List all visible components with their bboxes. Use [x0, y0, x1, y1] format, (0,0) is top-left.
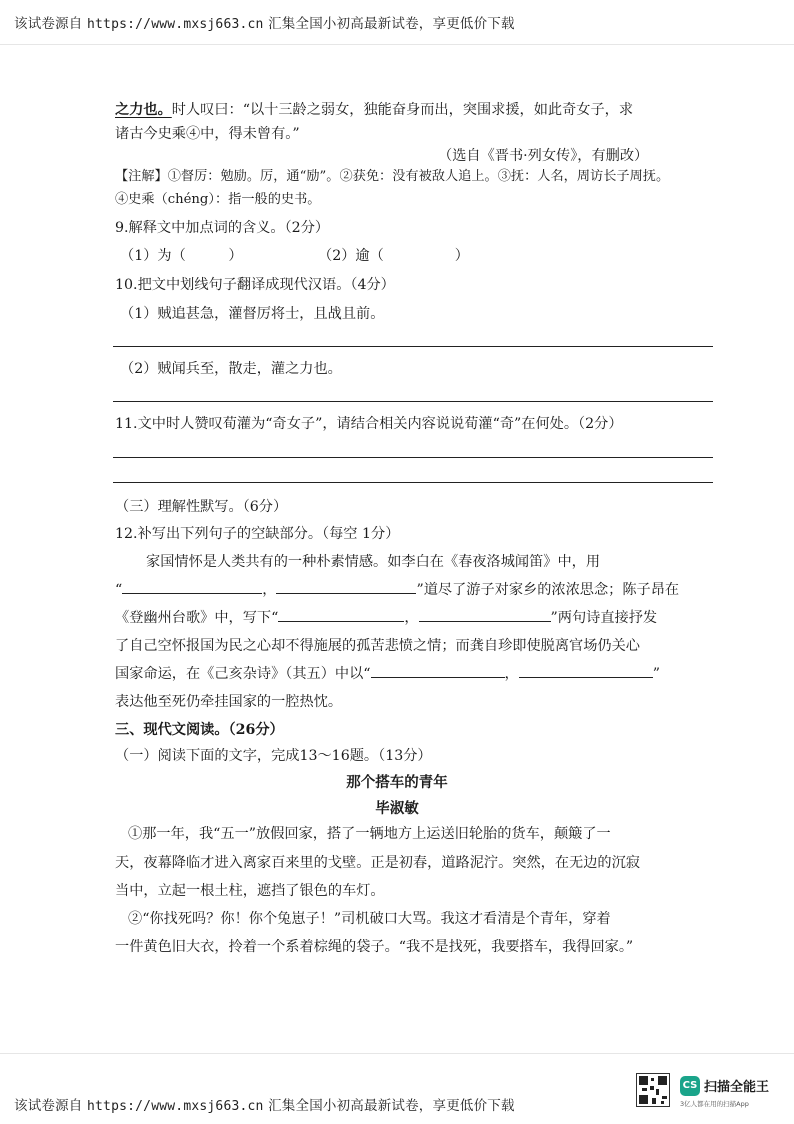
q12-para-line-6: 表达他至死仍牵挂国家的一腔热忱。: [115, 694, 343, 710]
notes-line-2: ④史乘（chéng）：指一般的史书。: [115, 192, 321, 207]
passage-line-2: 诸古今史乘④中，得未曾有。”: [115, 126, 300, 142]
q12-stem: 12.补写出下列句子的空缺部分。（每空 1分）: [115, 526, 400, 542]
article-para-2-line-1: ②“你找死吗？你！你个兔崽子！”司机破口大骂。我这才看清是个青年，穿着: [128, 911, 611, 927]
q9-stem: 9.解释文中加点词的含义。（2分）: [115, 220, 330, 236]
scan-edge-bottom: [0, 1053, 794, 1054]
q9-item-2: （2）逾（ ）: [318, 248, 469, 264]
q12-para-line-5: [115, 664, 660, 684]
source-url[interactable]: https://www.mxsj663.cn: [87, 17, 264, 32]
text: 国家命运，在《己亥杂诗》（其五）中以“: [115, 666, 371, 682]
underlined-phrase: 之力也。: [115, 102, 172, 118]
section-3-title: （三）理解性默写。（6分）: [115, 499, 288, 515]
qr-code-icon[interactable]: [636, 1073, 670, 1107]
comma: ，: [504, 666, 519, 682]
notes-line-1: 【注解】①督厉：勉励。厉，通“励”。②获免：没有被敌人追上。③抚：人名，周访长子周抚。: [115, 169, 670, 184]
q9-item-1: （1）为（ ）: [120, 248, 243, 264]
fill-blank[interactable]: [419, 608, 551, 622]
fill-blank[interactable]: [519, 664, 653, 678]
answer-line[interactable]: [113, 482, 713, 483]
passage-line-1: [115, 100, 633, 120]
scanner-app-tagline: 3亿人都在用的扫描App: [680, 1100, 749, 1108]
q12-para-line-2: [115, 580, 679, 600]
passage-text: 时人叹曰：“以十三龄之弱女，独能奋身而出，突围求援，如此奇女子，求: [171, 102, 634, 118]
answer-line[interactable]: [113, 401, 713, 402]
text: 《登幽州台歌》中，写下“: [115, 610, 279, 626]
scanner-brand: [636, 1073, 788, 1113]
fill-blank[interactable]: [276, 580, 416, 594]
quote-close: ”: [652, 666, 660, 682]
source-banner-top: [14, 12, 515, 32]
fill-blank[interactable]: [122, 580, 262, 594]
text: ”两句诗直接抒发: [550, 610, 658, 626]
source-url[interactable]: https://www.mxsj663.cn: [87, 1099, 264, 1114]
q12-para-line-1: 家国情怀是人类共有的一种朴素情感。如李白在《春夜洛城闻笛》中，用: [146, 554, 601, 570]
article-para-1-line-1: ①那一年，我“五一”放假回家，搭了一辆地方上运送旧轮胎的货车，颠簸了一: [128, 826, 611, 842]
q10-stem: 10.把文中划线句子翻译成现代汉语。（4分）: [115, 277, 395, 293]
comma: ，: [262, 582, 277, 598]
source-banner-bottom: [14, 1094, 515, 1114]
part-3-subtitle: （一）阅读下面的文字，完成13～16题。（13分）: [115, 748, 432, 764]
text: ”道尽了游子对家乡的浓浓思念；陈子昂在: [416, 582, 680, 598]
quote-open: “: [115, 582, 123, 598]
source-prefix: 该试卷源自: [14, 16, 83, 32]
fill-blank[interactable]: [278, 608, 404, 622]
article-para-1-line-2: 天，夜幕降临才进入离家百来里的戈壁。正是初春，道路泥泞。突然，在无边的沉寂: [115, 855, 640, 871]
scan-edge-top: [0, 44, 794, 45]
q12-para-line-3: [115, 608, 657, 628]
article-author: 毕淑敏: [375, 801, 419, 817]
part-3-title: 三、现代文阅读。（26分）: [115, 722, 284, 738]
scanner-app-name: 扫描全能王: [704, 1080, 770, 1095]
answer-line[interactable]: [113, 457, 713, 458]
source-suffix: 汇集全国小初高最新试卷，享更低价下载: [268, 1098, 515, 1114]
comma: ，: [404, 610, 419, 626]
source-prefix: 该试卷源自: [14, 1098, 83, 1114]
passage-source: （选自《晋书·列女传》，有删改）: [438, 148, 649, 164]
article-title: 那个搭车的青年: [346, 775, 448, 791]
source-suffix: 汇集全国小初高最新试卷，享更低价下载: [268, 16, 515, 32]
q12-para-line-4: 了自己空怀报国为民之心却不得施展的孤苦悲愤之情；而龚自珍即使脱离官场仍关心: [115, 638, 640, 654]
q10-sentence-2: （2）贼闻兵至，散走，灌之力也。: [120, 361, 342, 377]
answer-line[interactable]: [113, 346, 713, 347]
q11-stem: 11.文中时人赞叹荀灌为“奇女子”，请结合相关内容说说荀灌“奇”在何处。（2分）: [115, 416, 623, 432]
article-para-2-line-2: 一件黄色旧大衣，拎着一个系着棕绳的袋子。“我不是找死，我要搭车，我得回家。”: [115, 939, 634, 955]
fill-blank[interactable]: [371, 664, 505, 678]
camscanner-logo-icon: CS: [680, 1076, 700, 1096]
q10-sentence-1: （1）贼追甚急，灌督厉将士，且战且前。: [120, 306, 385, 322]
article-para-1-line-3: 当中，立起一根土柱，遮挡了银色的车灯。: [115, 883, 385, 899]
